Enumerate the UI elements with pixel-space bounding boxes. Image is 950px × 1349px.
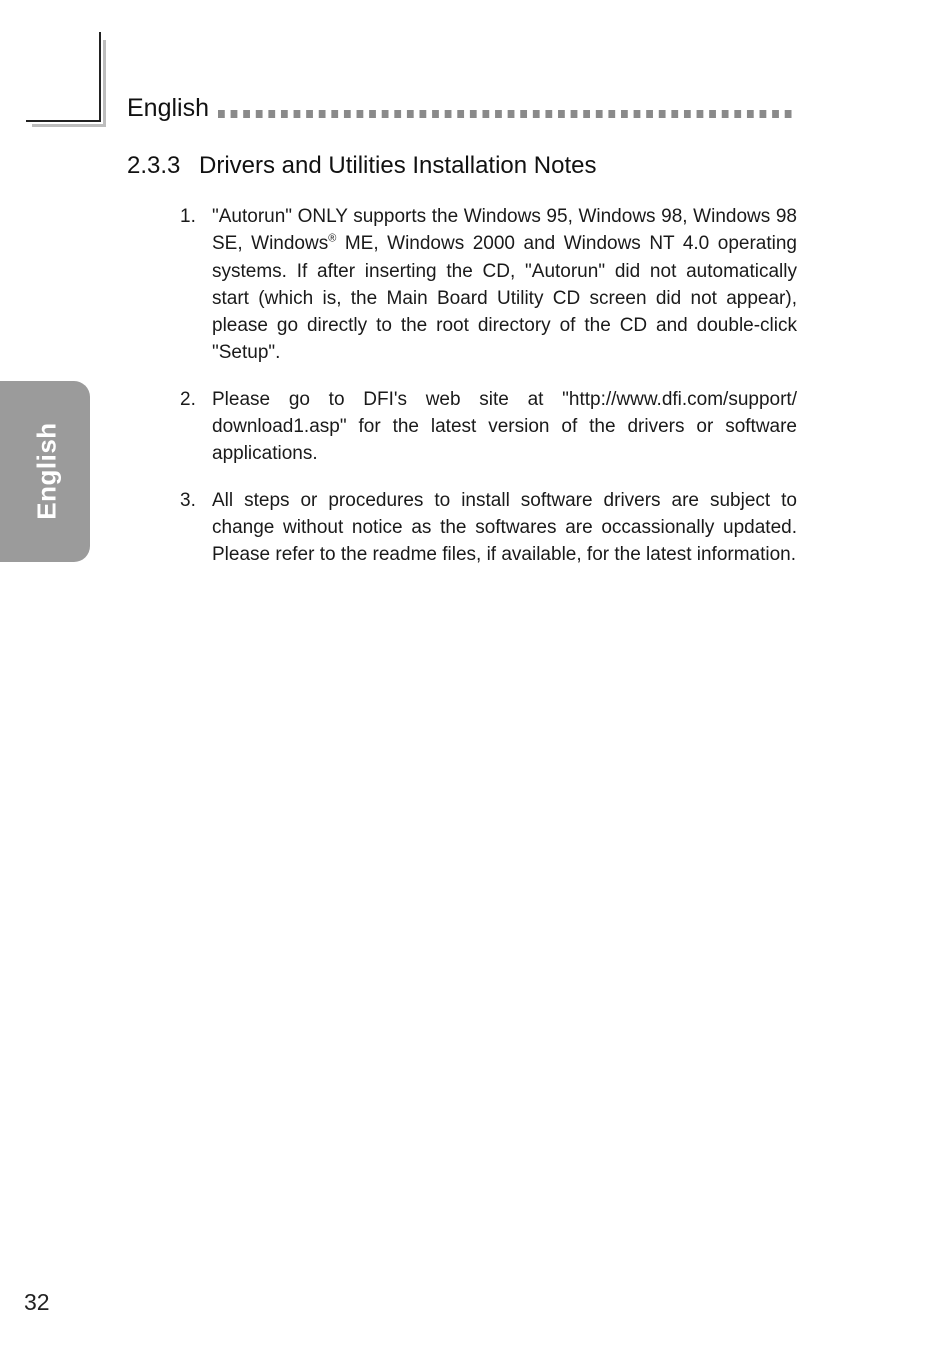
- header-language-label: English: [127, 94, 209, 122]
- section-number: 2.3.3: [127, 152, 181, 179]
- corner-bracket-horizontal: [26, 120, 101, 122]
- section-title: [127, 150, 597, 182]
- list-item-number: 2.: [180, 388, 196, 410]
- list-item-text: [212, 206, 797, 363]
- page-number: 32: [24, 1289, 50, 1315]
- registered-mark: ®: [328, 232, 337, 245]
- list-item: [172, 386, 797, 468]
- section-title-text: Drivers and Utilities Installation Notes: [199, 152, 597, 179]
- installation-notes-list: [172, 203, 797, 588]
- corner-bracket-vertical: [99, 32, 101, 122]
- header-dotted-rule: [218, 110, 796, 118]
- list-item-text-part: "Autorun" ONLY supports the Windows 95, Windows 98, Windows 98 SE, Windows: [212, 206, 797, 255]
- corner-bracket-shadow-horizontal: [32, 124, 106, 127]
- list-item-number: 3.: [180, 489, 196, 511]
- list-item-text-part: ME, Windows 2000 and Windows NT 4.0 operating systems. If after inserting the CD, "Autorun" did not automatically start (which is, the Main Board Utility CD screen did not appear), please go directly to the root directory of the CD and double-click "Setup".: [212, 233, 797, 364]
- language-side-tab-label: English: [31, 422, 62, 520]
- list-item-number: 1.: [180, 206, 196, 227]
- list-item: [172, 203, 797, 367]
- list-item-text: Please go to DFI's web site at "http://www.dfi.com/support/ download1.asp" for the latest version of the drivers or software applications.: [212, 388, 797, 465]
- list-item: [172, 487, 797, 569]
- corner-bracket-shadow-vertical: [103, 40, 106, 126]
- list-item-text: All steps or procedures to install software drivers are subject to change without notice as the softwares are occassionally updated. Please refer to the readme files, if available, for the latest information.: [212, 489, 797, 566]
